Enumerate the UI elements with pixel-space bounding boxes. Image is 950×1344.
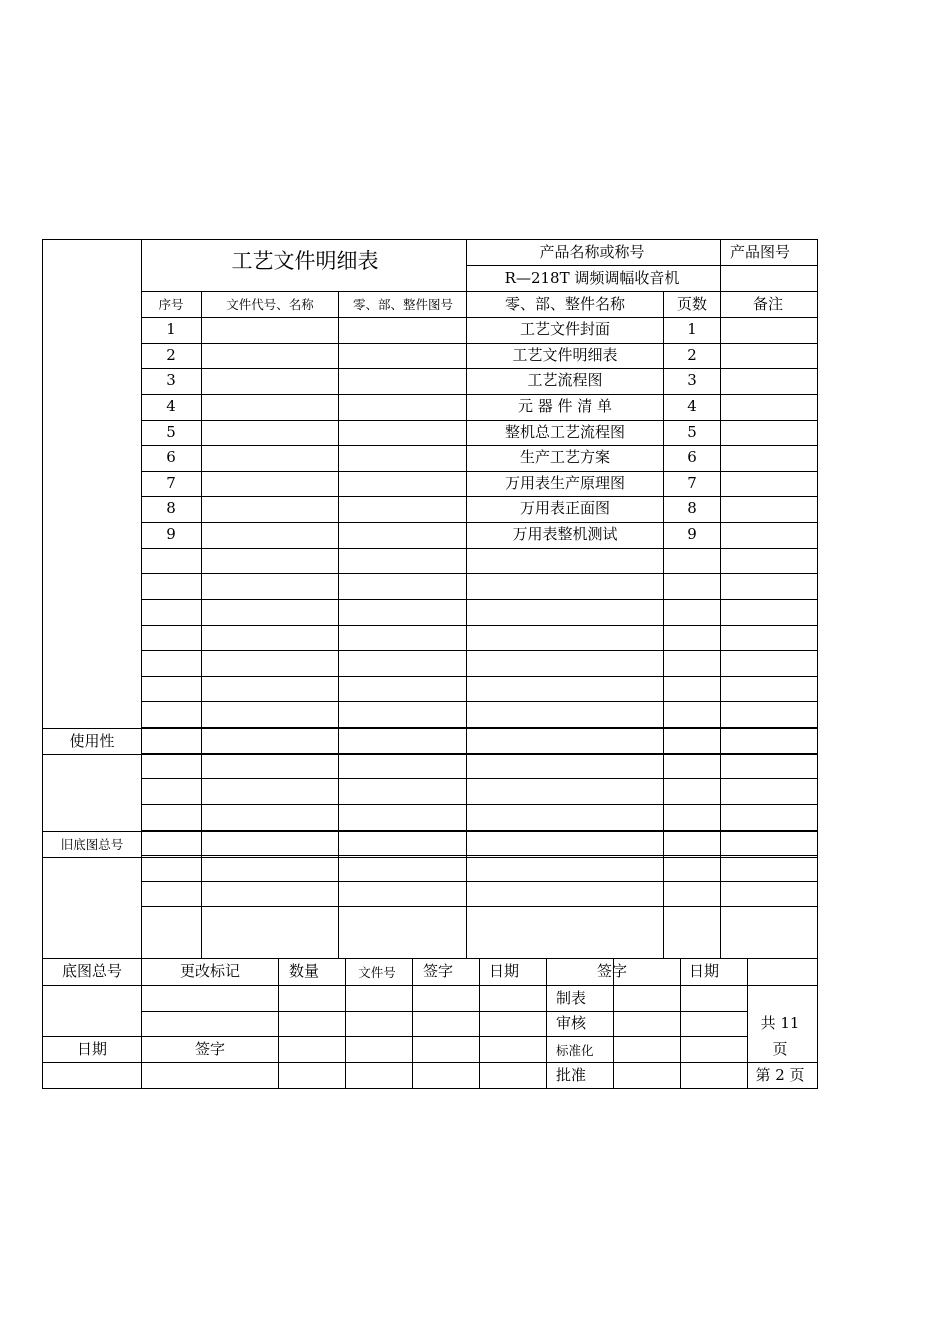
product-name-label: 产品名称或称号 [539,243,645,261]
standard-label: 标准化 [556,1043,594,1058]
grid-line [141,496,818,497]
base-no-label: 底图总号 [61,962,123,980]
grid-line [42,1088,818,1089]
product-drawing-label: 产品图号 [729,243,791,261]
col-header-part-name: 零、部、整件名称 [504,295,626,313]
grid-line [141,701,818,702]
row-pages: 9 [687,525,697,544]
grid-line [141,881,818,882]
grid-line [42,958,818,959]
row-seq: 5 [166,422,176,441]
row-part-name: 万用表正面图 [519,499,611,518]
grid-line [42,1062,818,1063]
row-part-name: 元 器 件 清 单 [517,396,613,415]
grid-line [141,599,818,600]
grid-line [42,728,818,729]
usage-label: 使用性 [69,732,115,750]
grid-line [201,291,202,959]
grid-line [663,291,664,959]
row-pages: 1 [687,320,697,338]
row-seq: 8 [166,499,176,518]
grid-line [141,676,818,677]
row-seq: 6 [166,448,176,467]
grid-line [141,471,818,472]
grid-line [338,291,339,959]
col-header-part-code: 零、部、整件图号 [352,297,454,312]
col-header-doc-code: 文件代号、名称 [226,297,314,312]
grid-line [141,291,818,292]
row-pages: 2 [687,345,697,364]
row-pages: 4 [687,396,697,415]
row-part-name: 生产工艺方案 [519,448,611,467]
sign2-label: 签字 [596,962,628,980]
document-title: 工艺文件明细表 [231,249,379,273]
grid-line [141,343,818,344]
row-part-name: 工艺流程图 [527,371,603,390]
total-pages: 共 11 [760,1014,800,1032]
old-base-no-label: 旧底图总号 [60,837,124,852]
grid-line [817,239,818,1089]
bottom-sign-label: 签字 [194,1040,226,1058]
grid-line [479,958,480,1089]
made-label: 制表 [556,989,587,1007]
row-seq: 7 [166,473,176,492]
grid-line [42,1036,748,1037]
product-name-value: R—218T 调频调幅收音机 [504,269,680,287]
grid-line [141,625,818,626]
grid-line [141,522,818,523]
row-part-name: 工艺文件明细表 [512,345,618,364]
grid-line [546,958,547,1089]
row-seq: 2 [166,345,176,364]
col-header-seq: 序号 [158,297,184,312]
row-seq: 3 [166,371,176,390]
grid-line [141,855,818,856]
grid-line [141,420,818,421]
date2-label: 日期 [688,962,720,980]
doc-no-label: 文件号 [358,965,396,980]
sign-label: 签字 [422,962,454,980]
row-pages: 8 [687,499,697,518]
quantity-label: 数量 [288,962,320,980]
col-header-remark: 备注 [752,295,784,313]
bottom-date-label: 日期 [76,1040,108,1058]
grid-line [42,754,818,755]
row-seq: 9 [166,525,176,544]
page-number: 第 2 页 [755,1066,805,1084]
grid-line [141,317,818,318]
grid-line [42,831,818,832]
grid-line [720,317,721,959]
grid-line [345,958,346,1089]
grid-line [278,958,279,1089]
row-seq: 1 [166,320,176,338]
grid-line [42,239,43,1089]
review-label: 审核 [556,1014,587,1032]
grid-line [42,857,818,858]
row-pages: 3 [687,371,697,390]
row-pages: 7 [687,473,697,492]
grid-line [141,804,818,805]
grid-line [141,906,818,907]
row-part-name: 万用表整机测试 [512,525,618,544]
grid-line [412,958,413,1089]
grid-line [720,239,721,318]
grid-line [141,1011,748,1012]
row-pages: 6 [687,448,697,467]
grid-line [141,445,818,446]
total-pages-unit: 页 [772,1040,788,1058]
row-part-name: 万用表生产原理图 [504,473,626,492]
row-pages: 5 [687,422,697,441]
grid-line [466,265,818,266]
grid-line [141,573,818,574]
grid-line [141,368,818,369]
row-part-name: 整机总工艺流程图 [504,422,626,441]
grid-line [141,394,818,395]
grid-line [42,239,818,240]
grid-line [747,958,748,1089]
change-mark-label: 更改标记 [179,962,241,980]
date-label: 日期 [488,962,520,980]
row-part-name: 工艺文件封面 [519,320,611,338]
grid-line [141,958,142,1089]
approve-label: 批准 [556,1066,587,1084]
process-document-detail-table [42,239,818,1089]
grid-line [141,778,818,779]
col-header-pages: 页数 [676,295,708,313]
row-seq: 4 [166,396,176,415]
grid-line [680,958,681,1089]
grid-line [141,548,818,549]
grid-line [141,650,818,651]
grid-line [42,985,818,986]
